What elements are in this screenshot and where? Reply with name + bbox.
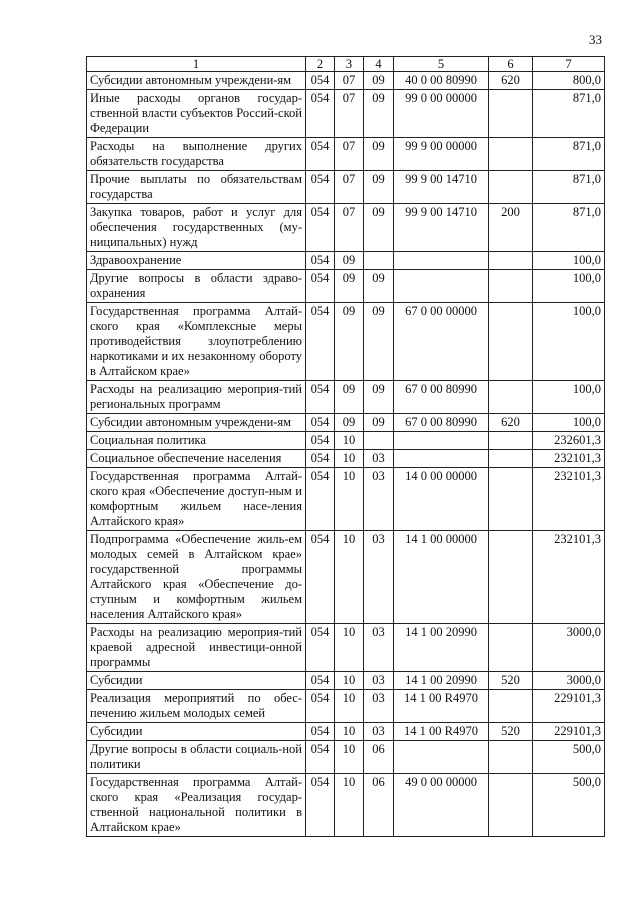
cell-target-article	[394, 741, 489, 774]
cell-expense-type: 520	[489, 723, 533, 741]
cell-target-article: 14 1 00 00000	[394, 531, 489, 624]
cell-expense-type	[489, 432, 533, 450]
row-name: Расходы на реализацию мероприя-тий региональных программ	[87, 381, 306, 414]
cell-subsection-code: 09	[364, 90, 394, 138]
cell-target-article: 67 0 00 80990	[394, 414, 489, 432]
row-name: Подпрограмма «Обеспечение жиль-ем молодых семей в Алтайском крае» государственной программы Алтайского края «Обеспечение до-ступным и комфортным жильем населения Алтайского края»	[87, 531, 306, 624]
cell-target-article	[394, 252, 489, 270]
row-name: Прочие выплаты по обязательствам государства	[87, 171, 306, 204]
cell-target-article: 99 0 00 00000	[394, 90, 489, 138]
cell-subsection-code: 09	[364, 72, 394, 90]
cell-ministry-code: 054	[306, 432, 335, 450]
cell-expense-type	[489, 774, 533, 837]
cell-amount: 100,0	[533, 414, 605, 432]
cell-subsection-code: 09	[364, 270, 394, 303]
cell-amount: 500,0	[533, 774, 605, 837]
cell-expense-type	[489, 468, 533, 531]
table-row	[87, 531, 605, 624]
cell-target-article: 14 1 00 R4970	[394, 723, 489, 741]
cell-amount: 100,0	[533, 381, 605, 414]
cell-expense-type: 620	[489, 414, 533, 432]
cell-subsection-code: 09	[364, 303, 394, 381]
cell-amount: 3000,0	[533, 672, 605, 690]
cell-ministry-code: 054	[306, 690, 335, 723]
row-name: Иные расходы органов государ-ственной власти субъектов Россий-ской Федерации	[87, 90, 306, 138]
cell-subsection-code: 03	[364, 723, 394, 741]
row-name: Государственная программа Алтай-ского края «Комплексные меры противодействия злоупотреблению наркотиками и их незаконному обороту в Алтайском крае»	[87, 303, 306, 381]
cell-amount: 100,0	[533, 303, 605, 381]
column-header-2: 2	[306, 57, 335, 72]
cell-amount: 800,0	[533, 72, 605, 90]
row-name: Субсидии автономным учреждени-ям	[87, 414, 306, 432]
table-row	[87, 672, 605, 690]
cell-section-code: 10	[335, 450, 364, 468]
cell-target-article: 99 9 00 14710	[394, 204, 489, 252]
cell-ministry-code: 054	[306, 303, 335, 381]
column-header-4: 4	[364, 57, 394, 72]
cell-section-code: 09	[335, 381, 364, 414]
cell-section-code: 07	[335, 90, 364, 138]
cell-ministry-code: 054	[306, 72, 335, 90]
cell-section-code: 10	[335, 432, 364, 450]
cell-expense-type	[489, 303, 533, 381]
cell-expense-type	[489, 741, 533, 774]
cell-amount: 232601,3	[533, 432, 605, 450]
cell-subsection-code: 03	[364, 624, 394, 672]
cell-section-code: 10	[335, 723, 364, 741]
table-row	[87, 381, 605, 414]
cell-section-code: 09	[335, 270, 364, 303]
cell-section-code: 10	[335, 690, 364, 723]
budget-table	[86, 56, 605, 837]
cell-expense-type	[489, 450, 533, 468]
cell-expense-type	[489, 690, 533, 723]
cell-target-article: 67 0 00 80990	[394, 381, 489, 414]
cell-subsection-code: 03	[364, 690, 394, 723]
cell-amount: 229101,3	[533, 690, 605, 723]
table-row	[87, 723, 605, 741]
cell-amount: 100,0	[533, 270, 605, 303]
cell-subsection-code: 03	[364, 450, 394, 468]
table-row	[87, 690, 605, 723]
table-row	[87, 138, 605, 171]
cell-ministry-code: 054	[306, 774, 335, 837]
cell-amount: 500,0	[533, 741, 605, 774]
cell-subsection-code: 03	[364, 468, 394, 531]
cell-target-article: 40 0 00 80990	[394, 72, 489, 90]
row-name: Расходы на выполнение других обязательств государства	[87, 138, 306, 171]
cell-ministry-code: 054	[306, 672, 335, 690]
cell-target-article	[394, 432, 489, 450]
cell-ministry-code: 054	[306, 741, 335, 774]
cell-ministry-code: 054	[306, 450, 335, 468]
cell-ministry-code: 054	[306, 171, 335, 204]
cell-section-code: 07	[335, 72, 364, 90]
row-name: Субсидии	[87, 672, 306, 690]
cell-subsection-code: 09	[364, 414, 394, 432]
row-name: Государственная программа Алтай-ского края «Реализация государ-ственной национальной политики в Алтайском крае»	[87, 774, 306, 837]
table-row	[87, 252, 605, 270]
cell-target-article	[394, 450, 489, 468]
cell-target-article: 14 1 00 20990	[394, 624, 489, 672]
cell-expense-type	[489, 531, 533, 624]
row-name: Субсидии автономным учреждени-ям	[87, 72, 306, 90]
table-row	[87, 741, 605, 774]
cell-section-code: 10	[335, 741, 364, 774]
table-row	[87, 270, 605, 303]
table-row	[87, 303, 605, 381]
column-header-6: 6	[489, 57, 533, 72]
table-body	[87, 72, 605, 837]
cell-section-code: 10	[335, 672, 364, 690]
column-header-3: 3	[335, 57, 364, 72]
table-row	[87, 450, 605, 468]
row-name: Социальная политика	[87, 432, 306, 450]
cell-subsection-code: 03	[364, 672, 394, 690]
row-name: Закупка товаров, работ и услуг для обеспечения государственных (му-ниципальных) нужд	[87, 204, 306, 252]
cell-ministry-code: 054	[306, 531, 335, 624]
table-row	[87, 624, 605, 672]
cell-subsection-code: 09	[364, 171, 394, 204]
table-row	[87, 414, 605, 432]
cell-expense-type	[489, 252, 533, 270]
column-header-7: 7	[533, 57, 605, 72]
cell-section-code: 09	[335, 303, 364, 381]
cell-ministry-code: 054	[306, 252, 335, 270]
cell-ministry-code: 054	[306, 468, 335, 531]
cell-subsection-code: 06	[364, 741, 394, 774]
column-header-1: 1	[87, 57, 306, 72]
cell-subsection-code	[364, 432, 394, 450]
cell-expense-type: 620	[489, 72, 533, 90]
cell-amount: 871,0	[533, 171, 605, 204]
cell-expense-type	[489, 90, 533, 138]
cell-target-article: 49 0 00 00000	[394, 774, 489, 837]
cell-ministry-code: 054	[306, 270, 335, 303]
table-row	[87, 171, 605, 204]
cell-target-article: 99 9 00 00000	[394, 138, 489, 171]
cell-amount: 871,0	[533, 138, 605, 171]
row-name: Расходы на реализацию мероприя-тий краевой адресной инвестици-онной программы	[87, 624, 306, 672]
table-row	[87, 72, 605, 90]
cell-ministry-code: 054	[306, 90, 335, 138]
cell-target-article	[394, 270, 489, 303]
column-header-5: 5	[394, 57, 489, 72]
row-name: Социальное обеспечение населения	[87, 450, 306, 468]
cell-section-code: 10	[335, 624, 364, 672]
cell-section-code: 09	[335, 252, 364, 270]
row-name: Другие вопросы в области социаль-ной политики	[87, 741, 306, 774]
cell-section-code: 10	[335, 774, 364, 837]
cell-ministry-code: 054	[306, 204, 335, 252]
cell-expense-type	[489, 138, 533, 171]
table-row	[87, 90, 605, 138]
row-name: Государственная программа Алтай-ского края «Обеспечение доступ-ным и комфортным жильем насе-ления Алтайского края»	[87, 468, 306, 531]
row-name: Здравоохранение	[87, 252, 306, 270]
cell-subsection-code: 06	[364, 774, 394, 837]
cell-expense-type	[489, 624, 533, 672]
cell-ministry-code: 054	[306, 381, 335, 414]
cell-section-code: 09	[335, 414, 364, 432]
cell-amount: 3000,0	[533, 624, 605, 672]
cell-amount: 871,0	[533, 90, 605, 138]
table-row	[87, 204, 605, 252]
cell-amount: 100,0	[533, 252, 605, 270]
table-header-row	[87, 57, 605, 72]
cell-amount: 232101,3	[533, 468, 605, 531]
cell-amount: 232101,3	[533, 450, 605, 468]
cell-subsection-code: 09	[364, 204, 394, 252]
cell-amount: 871,0	[533, 204, 605, 252]
table-row	[87, 468, 605, 531]
page-number: 33	[589, 32, 602, 47]
cell-expense-type: 200	[489, 204, 533, 252]
cell-ministry-code: 054	[306, 723, 335, 741]
cell-section-code: 07	[335, 171, 364, 204]
table-row	[87, 774, 605, 837]
cell-section-code: 07	[335, 138, 364, 171]
cell-section-code: 10	[335, 468, 364, 531]
cell-target-article: 14 0 00 00000	[394, 468, 489, 531]
cell-expense-type	[489, 381, 533, 414]
row-name: Реализация мероприятий по обес-печению жильем молодых семей	[87, 690, 306, 723]
cell-subsection-code	[364, 252, 394, 270]
row-name: Другие вопросы в области здраво-охранения	[87, 270, 306, 303]
cell-target-article: 99 9 00 14710	[394, 171, 489, 204]
cell-ministry-code: 054	[306, 138, 335, 171]
cell-subsection-code: 09	[364, 138, 394, 171]
cell-expense-type	[489, 270, 533, 303]
cell-expense-type	[489, 171, 533, 204]
table-row	[87, 432, 605, 450]
cell-section-code: 10	[335, 531, 364, 624]
cell-section-code: 07	[335, 204, 364, 252]
cell-target-article: 14 1 00 20990	[394, 672, 489, 690]
cell-ministry-code: 054	[306, 624, 335, 672]
cell-target-article: 67 0 00 00000	[394, 303, 489, 381]
cell-subsection-code: 09	[364, 381, 394, 414]
cell-subsection-code: 03	[364, 531, 394, 624]
cell-expense-type: 520	[489, 672, 533, 690]
cell-amount: 232101,3	[533, 531, 605, 624]
cell-ministry-code: 054	[306, 414, 335, 432]
cell-target-article: 14 1 00 R4970	[394, 690, 489, 723]
cell-amount: 229101,3	[533, 723, 605, 741]
row-name: Субсидии	[87, 723, 306, 741]
